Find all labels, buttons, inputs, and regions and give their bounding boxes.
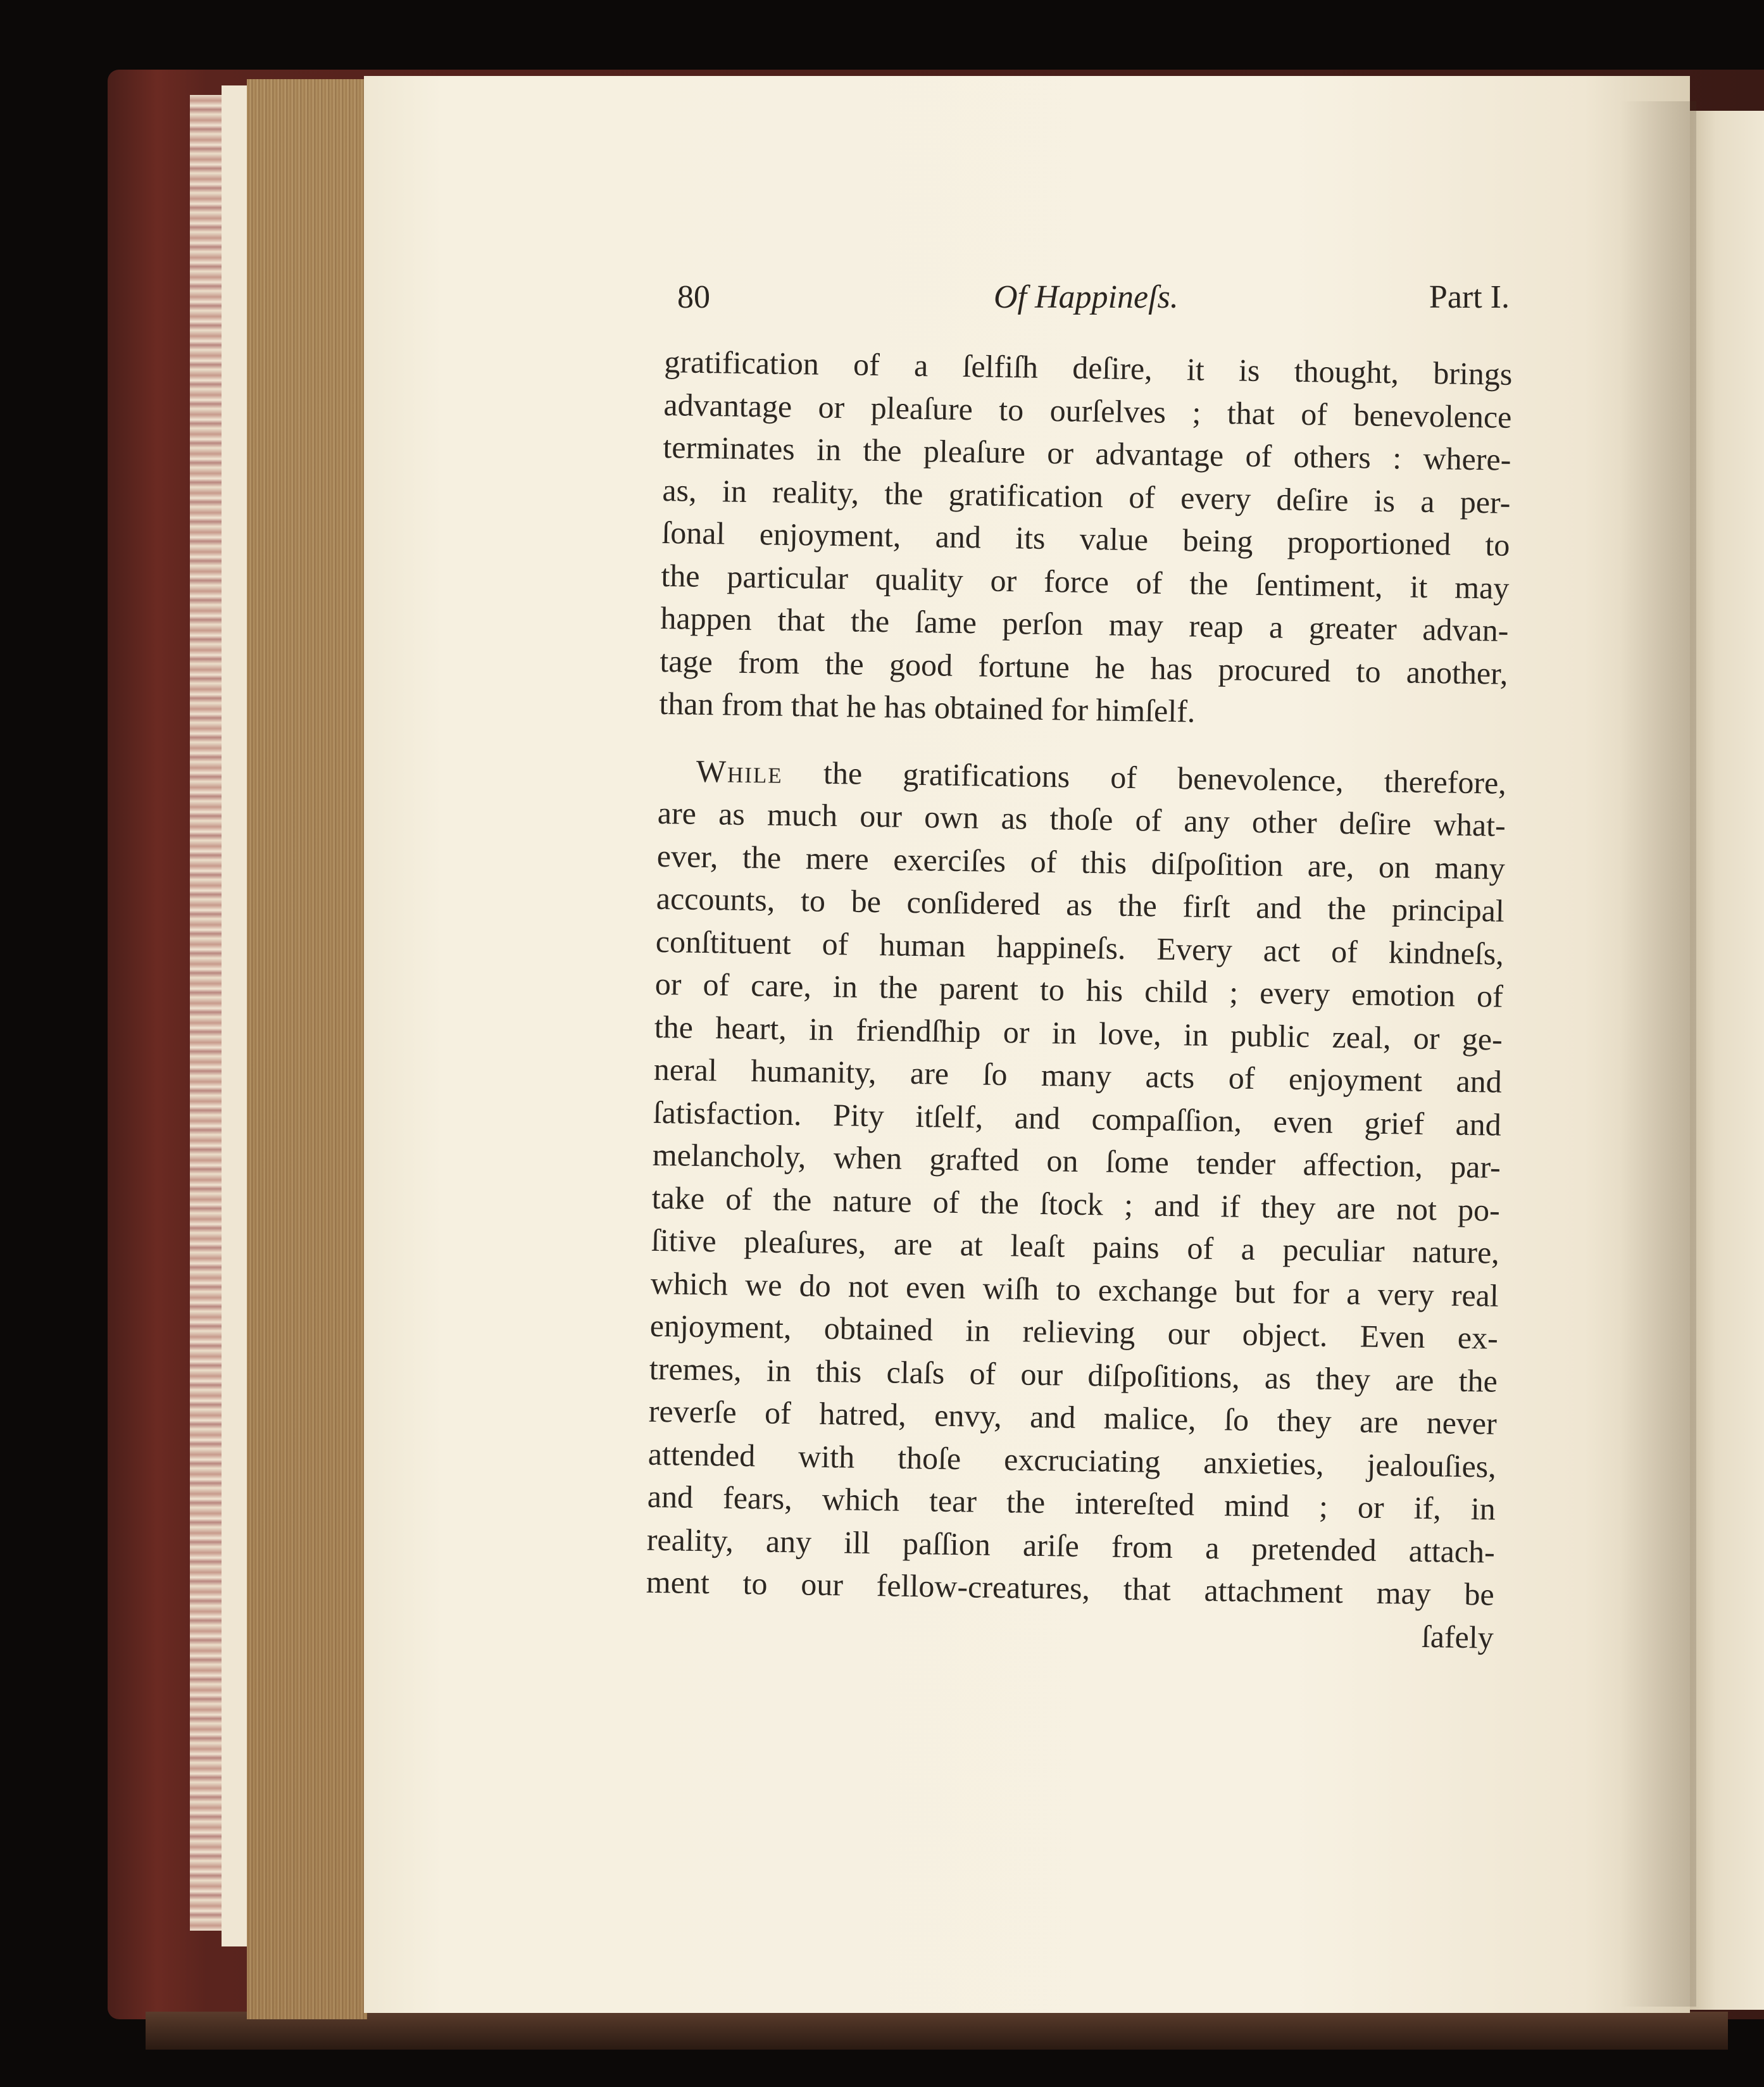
text-line: are as much our own as thoſe of any other deſire what- [657,794,1506,843]
text-line: advantage or pleaſure to ourſelves ; that of benevolence [663,386,1512,435]
text-line: terminates in the pleaſure or advantage of others : where- [663,429,1511,477]
endpaper [222,85,247,1946]
text-line: happen that the ſame perſon may reap a greater advan- [660,599,1509,648]
text-line: ſitive pleaſures, are at leaſt pains of a peculiar nature, [651,1222,1500,1270]
running-title: Of Happineſs. [994,279,1179,315]
text-line: melancholy, when grafted on ſome tender affection, par- [652,1136,1501,1185]
text-line: the particular quality or force of the ſentiment, it may [661,557,1510,606]
text-line: or of care, in the parent to his child ; every emotion of [654,965,1504,1014]
text-line: gratification of a ſelfiſh deſire, it is thought, brings [664,343,1513,392]
text-line: take of the nature of the ſtock ; and if they are not po- [651,1179,1501,1228]
text-line: conſtituent of human happineſs. Every act of kindneſs, [655,923,1504,972]
text-line: and fears, which tear the intereſted mind ; or if, in [647,1478,1496,1527]
page-number: 80 [677,279,710,315]
text-line: ſonal enjoyment, and its value being proportioned to [661,514,1510,563]
page-gutter-shadow [1620,101,1696,2007]
text-line: ever, the mere exerciſes of this diſpoſition are, on many [656,837,1506,886]
body-text [645,341,1512,1659]
text-line: ment to our fellow-creatures, that attachment may be [646,1564,1495,1612]
book-board-bottom [146,2012,1728,2050]
text-line: attended with thoſe excruciating anxieties, jealouſies, [647,1436,1497,1484]
text-line: reality, any ill paſſion ariſe from a pretended attach- [646,1521,1496,1570]
text-line: neral humanity, are ſo many acts of enjoyment and [653,1051,1503,1100]
catchword: ſafely [1421,1618,1494,1655]
text-line: the heart, in friendſhip or in love, in public zeal, or ge- [654,1008,1503,1057]
text-line: ſatisfaction. Pity itſelf, and compaſſion, even grief and [653,1094,1502,1143]
lead-word: While [696,753,784,790]
text-line: reverſe of hatred, envy, and malice, ſo they are never [648,1393,1498,1441]
running-head [674,279,1510,329]
part-label: Part I. [1429,279,1510,315]
text-line: as, in reality, the gratification of every deſire is a per- [662,472,1511,520]
text-line: which we do not even wiſh to exchange but for a very real [650,1265,1499,1313]
text-line: tage from the good fortune he has procured to another, [660,642,1508,691]
text-line: accounts, to be conſidered as the firſt and the principal [656,880,1505,929]
lead-rest: the gratifications of benevolence, therefore, [823,755,1507,801]
text-line: enjoyment, obtained in relieving our object. Even ex- [649,1307,1499,1356]
text-line: than from that he has obtained for himſelf. [659,685,1196,729]
text-line: tremes, in this claſs of our diſpoſitions, as they are the [649,1350,1498,1399]
page-block-edges [247,79,367,2019]
